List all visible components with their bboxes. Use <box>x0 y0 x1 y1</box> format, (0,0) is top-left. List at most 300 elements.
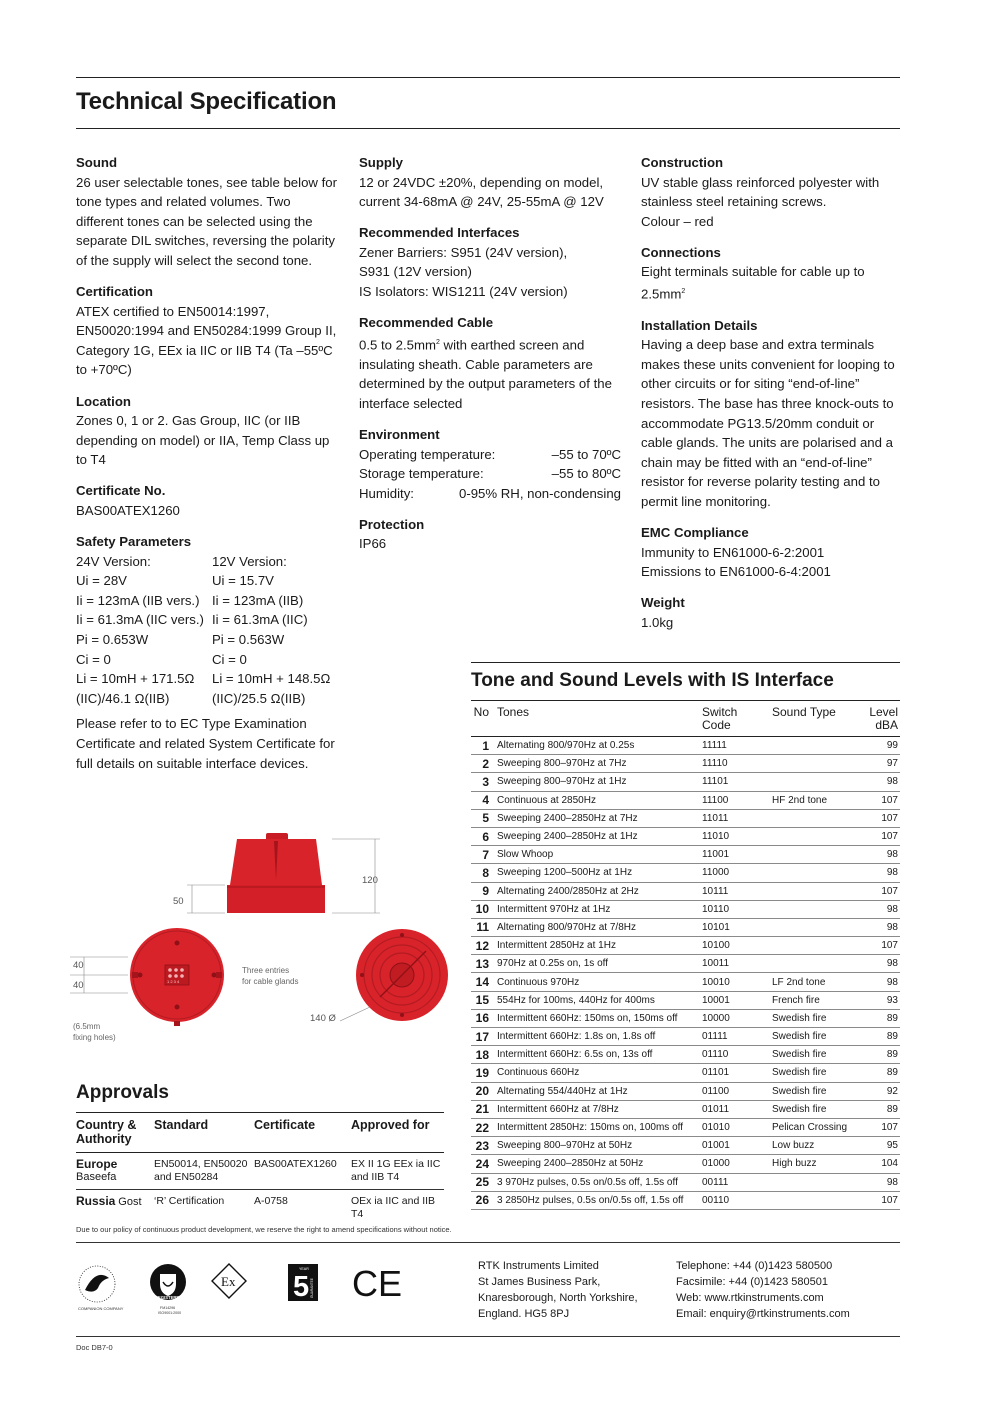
section-heading: Certificate No. <box>76 483 166 499</box>
sound-type <box>770 882 849 900</box>
terminal <box>174 968 178 972</box>
sound-type: Swedish fire <box>770 1100 849 1118</box>
base-view <box>70 928 298 1042</box>
sound-level: 107 <box>849 827 900 845</box>
installation-section <box>641 316 903 512</box>
website-link[interactable]: Web: www.rtkinstruments.com <box>676 1292 824 1304</box>
switch-code: 01100 <box>700 1082 770 1100</box>
warranty-year-text: YEAR <box>299 1267 309 1271</box>
connections-text: Eight terminals suitable for cable up to 2.5mm <box>641 264 865 302</box>
dim-line <box>340 1007 370 1021</box>
tone-row <box>471 900 900 918</box>
tone-description: Intermittent 970Hz at 1Hz <box>495 900 700 918</box>
sound-type <box>770 846 849 864</box>
switch-code: 10111 <box>700 882 770 900</box>
ce-mark <box>352 1263 402 1304</box>
tone-row <box>471 1137 900 1155</box>
bird-icon <box>85 1275 109 1292</box>
section-heading: Recommended Interfaces <box>359 225 520 241</box>
safety-param: Pi = 0.563W <box>212 632 285 648</box>
country-name: Europe <box>76 1157 118 1171</box>
tone-number: 6 <box>471 827 495 845</box>
fixing-label-line-2: fixing holes) <box>73 1033 116 1042</box>
dim-40-label-lower: 40 <box>73 980 84 991</box>
tone-row <box>471 1009 900 1027</box>
switch-code: 11011 <box>700 809 770 827</box>
sound-type: High buzz <box>770 1155 849 1173</box>
switch-code: 01101 <box>700 1064 770 1082</box>
section-heading: Environment <box>359 427 440 443</box>
tone-description: Sweeping 800–970Hz at 1Hz <box>495 773 700 791</box>
approvals-country-cell <box>76 1153 154 1190</box>
sound-level: 98 <box>849 846 900 864</box>
company-address <box>478 1258 638 1322</box>
tone-number: 20 <box>471 1082 495 1100</box>
safety-param: Pi = 0.653W <box>76 632 149 648</box>
sound-level: 89 <box>849 1046 900 1064</box>
tone-col-header: Switch Code <box>700 701 770 737</box>
disclaimer: Due to our policy of continuous product development, we reserve the right to amend specifications without notice. <box>76 1225 452 1234</box>
cable-section <box>359 313 621 413</box>
dim-50-label: 50 <box>173 896 184 907</box>
tone-description: Alternating 800/970Hz at 0.25s <box>495 737 700 755</box>
fixing-label-line-1: (6.5mm <box>73 1022 101 1031</box>
cable-text-end: with earthed screen and insulating sheath. Cable parameters are determined by the output parameters of the interface selected <box>359 337 612 411</box>
tone-number: 25 <box>471 1173 495 1191</box>
tone-description: Continuous 660Hz <box>495 1064 700 1082</box>
tone-number: 3 <box>471 773 495 791</box>
tone-description: Intermittent 2850Hz at 1Hz <box>495 937 700 955</box>
sound-level: 98 <box>849 1173 900 1191</box>
env-row <box>359 464 621 484</box>
fixing-hole <box>175 1005 180 1010</box>
safety-param: Ii = 61.3mA (IIC vers.) <box>76 612 204 628</box>
section-body: 1.0kg <box>641 614 674 630</box>
entries-label-line-2: for cable glands <box>242 977 299 986</box>
tone-description: Intermittent 660Hz at 7/8Hz <box>495 1100 700 1118</box>
terminal <box>168 968 172 972</box>
section-line: Colour – red <box>641 213 714 229</box>
section-body: BAS00ATEX1260 <box>76 503 180 518</box>
side-view <box>173 833 380 913</box>
env-label: Humidity: <box>359 485 414 501</box>
supply-section <box>359 153 621 212</box>
tone-table-title: Tone and Sound Levels with IS Interface <box>471 670 834 691</box>
top-screw <box>400 1013 404 1017</box>
approvals-certificate-cell: A-0758 <box>254 1195 288 1207</box>
sound-type: Swedish fire <box>770 1028 849 1046</box>
tone-row <box>471 991 900 1009</box>
sound-type: Swedish fire <box>770 1046 849 1064</box>
tone-number: 16 <box>471 1009 495 1027</box>
section-heading: Protection <box>359 516 425 532</box>
safety-param: 12V Version: <box>212 553 287 569</box>
tone-col-header: Sound Type <box>770 701 849 737</box>
approvals-standard-cell: EN50014, EN50020 and EN50284 <box>154 1153 254 1190</box>
env-row <box>359 484 621 504</box>
tone-row <box>471 1046 900 1064</box>
switch-code: 10010 <box>700 973 770 991</box>
address-line: England. HG5 8PJ <box>478 1308 570 1320</box>
sound-type: Low buzz <box>770 1137 849 1155</box>
sound-type <box>770 809 849 827</box>
tone-row <box>471 1028 900 1046</box>
sound-type: LF 2nd tone <box>770 973 849 991</box>
switch-code: 10110 <box>700 900 770 918</box>
sound-type <box>770 864 849 882</box>
tone-description: 3 2850Hz pulses, 0.5s on/0.5s off, 1.5s off <box>495 1191 700 1209</box>
tone-row <box>471 1191 900 1209</box>
authority-name: Gost <box>118 1196 142 1208</box>
approvals-col-header: Country & Authority <box>76 1113 154 1153</box>
warranty-logo <box>288 1264 318 1303</box>
sound-type: HF 2nd tone <box>770 791 849 809</box>
fixing-hole <box>212 973 217 978</box>
section-heading: EMC Compliance <box>641 524 749 540</box>
switch-code: 01011 <box>700 1100 770 1118</box>
spec-column-3 <box>641 153 903 644</box>
sound-type <box>770 918 849 936</box>
safety-note: Please refer to to EC Type Examination Certificate and related System Certificate for full details on suitable interface devices. <box>76 716 335 771</box>
section-body: Zones 0, 1 or 2. Gas Group, IIC (or IIB depending on model) or IIA, Temp Class up to T4 <box>76 413 330 468</box>
sound-level: 95 <box>849 1137 900 1155</box>
approvals-row <box>76 1153 444 1190</box>
approvals-col-header: Approved for <box>351 1113 444 1153</box>
sound-type <box>770 827 849 845</box>
safety-param: (IIC)/25.5 Ω(IIB) <box>212 690 306 706</box>
tone-description: Alternating 800/970Hz at 7/8Hz <box>495 918 700 936</box>
accreditation-logos <box>76 1260 416 1330</box>
page-title: Technical Specification <box>76 88 337 115</box>
construction-section <box>641 153 903 231</box>
tone-number: 17 <box>471 1028 495 1046</box>
switch-code: 10011 <box>700 955 770 973</box>
sound-type <box>770 955 849 973</box>
tone-row <box>471 918 900 936</box>
section-heading: Certification <box>76 284 153 300</box>
telephone: Telephone: +44 (0)1423 580500 <box>676 1260 833 1272</box>
superscript: 2 <box>681 288 686 296</box>
section-heading: Installation Details <box>641 317 758 333</box>
atex-logo <box>212 1264 246 1298</box>
tone-row <box>471 846 900 864</box>
companion-text: COMPANION COMPANY <box>78 1306 124 1311</box>
tone-row <box>471 1173 900 1191</box>
tone-row <box>471 773 900 791</box>
switch-code: 11000 <box>700 864 770 882</box>
safety-param: Ii = 123mA (IIB vers.) <box>76 592 200 608</box>
section-line: UV stable glass reinforced polyester with stainless steel retaining screws. <box>641 174 880 210</box>
tone-description: Continuous 970Hz <box>495 973 700 991</box>
sound-type <box>770 1173 849 1191</box>
tone-description: Slow Whoop <box>495 846 700 864</box>
section-body: Having a deep base and extra terminals makes these units convenient for looping to other circuits or for siting “end-of-line” resistors. The base has three knock-outs to accommodate PG13.5/20mm conduit or cable glands. The units are polarised and a chain may be fitted with an “end-of-line” resistor for reverse polarity testing and to permit line monitoring. <box>641 337 895 509</box>
tone-number: 13 <box>471 955 495 973</box>
switch-code: 11100 <box>700 791 770 809</box>
emc-section <box>641 523 903 582</box>
tone-number: 15 <box>471 991 495 1009</box>
tone-number: 7 <box>471 846 495 864</box>
ce-mark-icon: CE <box>352 1263 403 1304</box>
approvals-table <box>76 1112 444 1226</box>
sound-type <box>770 937 849 955</box>
safety-param: Ci = 0 <box>76 651 111 667</box>
section-line: Immunity to EN61000-6-2:2001 <box>641 544 825 560</box>
sound-level: 89 <box>849 1009 900 1027</box>
address-line: St James Business Park, <box>478 1276 601 1288</box>
top-rule <box>76 77 900 78</box>
switch-code: 01000 <box>700 1155 770 1173</box>
sound-level: 89 <box>849 1100 900 1118</box>
tone-row <box>471 1082 900 1100</box>
switch-code: 01110 <box>700 1046 770 1064</box>
approvals-col-header: Standard <box>154 1113 254 1153</box>
switch-code: 00110 <box>700 1191 770 1209</box>
approvals-approved-cell: OEx ia IIC and IIB T4 <box>351 1195 436 1220</box>
section-body: 26 user selectable tones, see table below for tone types and related volumes. Two different tones can be selected using the separate DIL switches, reversing the polarity of the supply will select the second tone. <box>76 174 337 268</box>
env-value: –55 to 80ºC <box>551 466 621 482</box>
top-screw <box>400 933 404 937</box>
cable-entry <box>216 972 222 978</box>
tone-row <box>471 973 900 991</box>
tone-number: 10 <box>471 900 495 918</box>
tone-row <box>471 827 900 845</box>
tone-number: 26 <box>471 1191 495 1209</box>
section-heading: Supply <box>359 155 403 170</box>
sound-level: 104 <box>849 1155 900 1173</box>
tone-number: 2 <box>471 755 495 773</box>
tone-number: 24 <box>471 1155 495 1173</box>
bsi-cert-line-2: ISO9001:2000 <box>158 1311 182 1315</box>
superscript: 2 <box>435 338 440 346</box>
footer-rule <box>76 1242 900 1243</box>
tone-description: 970Hz at 0.25s on, 1s off <box>495 955 700 973</box>
tone-row <box>471 809 900 827</box>
section-body <box>359 333 621 414</box>
sound-level: 98 <box>849 955 900 973</box>
approvals-col-header: Certificate <box>254 1113 351 1153</box>
entries-label-line-1: Three entries <box>242 966 290 975</box>
sound-type: French fire <box>770 991 849 1009</box>
tone-description: Sweeping 2400–2850Hz at 7Hz <box>495 809 700 827</box>
switch-code: 11111 <box>700 737 770 755</box>
sound-type <box>770 773 849 791</box>
tone-row <box>471 1064 900 1082</box>
safety-param: Ii = 61.3mA (IIC) <box>212 612 308 628</box>
env-row <box>359 445 621 465</box>
sound-type <box>770 737 849 755</box>
protection-section <box>359 515 621 554</box>
switch-code: 11110 <box>700 755 770 773</box>
tone-row <box>471 882 900 900</box>
tone-number: 1 <box>471 737 495 755</box>
approvals-header-row <box>76 1113 444 1153</box>
sound-level: 98 <box>849 900 900 918</box>
cable-text-start: 0.5 to 2.5mm <box>359 337 436 353</box>
warranty-guarantee-text: GUARANTEE <box>310 1278 314 1298</box>
sound-level: 107 <box>849 1118 900 1136</box>
spec-column-2 <box>359 153 621 566</box>
switch-code: 10000 <box>700 1009 770 1027</box>
email-link[interactable]: Email: enquiry@rtkinstruments.com <box>676 1308 850 1320</box>
sound-type: Swedish fire <box>770 1064 849 1082</box>
safety-param: Li = 10mH + 171.5Ω <box>76 671 195 687</box>
tone-description: Intermittent 2850Hz: 150ms on, 100ms off <box>495 1118 700 1136</box>
tone-number: 14 <box>471 973 495 991</box>
sound-level: 89 <box>849 1064 900 1082</box>
weight-section <box>641 593 903 632</box>
top-screw <box>360 973 364 977</box>
certification-section <box>76 282 338 380</box>
companion-logo <box>78 1266 124 1311</box>
tone-col-header: Tones <box>495 701 700 737</box>
safety-param: Ui = 15.7V <box>212 573 274 589</box>
switch-code: 10001 <box>700 991 770 1009</box>
sound-type <box>770 755 849 773</box>
tone-number: 18 <box>471 1046 495 1064</box>
safety-parameters-grid <box>76 552 338 709</box>
facsimile: Facsimile: +44 (0)1423 580501 <box>676 1276 828 1288</box>
tone-number: 11 <box>471 918 495 936</box>
tone-col-header: No <box>471 701 495 737</box>
switch-code: 01111 <box>700 1028 770 1046</box>
approvals-country-cell <box>76 1190 154 1227</box>
document-reference: Doc DB7-0 <box>76 1343 113 1352</box>
switch-code: 01010 <box>700 1118 770 1136</box>
tone-description: 3 970Hz pulses, 0.5s on/0.5s off, 1.5s off <box>495 1173 700 1191</box>
company-contact <box>676 1258 850 1322</box>
footer-bottom-rule <box>76 1336 900 1337</box>
tone-description: Sweeping 2400–2850Hz at 50Hz <box>495 1155 700 1173</box>
tone-number: 22 <box>471 1118 495 1136</box>
tone-number: 19 <box>471 1064 495 1082</box>
product-dimension-drawing <box>70 825 450 1050</box>
switch-code: 10101 <box>700 918 770 936</box>
terminal <box>168 974 172 978</box>
tone-description: Sweeping 1200–500Hz at 1Hz <box>495 864 700 882</box>
tone-number: 23 <box>471 1137 495 1155</box>
switch-code: 10100 <box>700 937 770 955</box>
sound-level: 107 <box>849 937 900 955</box>
sound-type: Swedish fire <box>770 1009 849 1027</box>
connections-section <box>641 243 903 304</box>
tone-col-header: Level dBA <box>849 701 900 737</box>
tone-description: 554Hz for 100ms, 440Hz for 400ms <box>495 991 700 1009</box>
warranty-number: 5 <box>293 1271 310 1303</box>
cable-entry <box>132 972 138 978</box>
safety-param: Ii = 123mA (IIB) <box>212 592 304 608</box>
sound-type: Swedish fire <box>770 1082 849 1100</box>
env-value: –55 to 70ºC <box>551 446 621 462</box>
sound-level: 92 <box>849 1082 900 1100</box>
location-section <box>76 392 338 470</box>
sound-type <box>770 900 849 918</box>
env-label: Operating temperature: <box>359 446 496 462</box>
address-line: Knaresborough, North Yorkshire, <box>478 1292 638 1304</box>
bsi-logo <box>150 1264 186 1315</box>
tone-row <box>471 955 900 973</box>
switch-code: 11101 <box>700 773 770 791</box>
safety-param: 24V Version: <box>76 553 151 569</box>
tone-number: 4 <box>471 791 495 809</box>
section-body: ATEX certified to EN50014:1997, EN50020:1994 and EN50284:1999 Group II, Category 1G, EEx ia IIC or IIB T4 (Ta –55ºC to +70ºC) <box>76 303 337 378</box>
tone-row <box>471 864 900 882</box>
tone-table-rule <box>471 662 900 663</box>
switch-code: 00111 <box>700 1173 770 1191</box>
sound-section <box>76 153 338 271</box>
section-body <box>641 262 903 304</box>
switch-code: 01001 <box>700 1137 770 1155</box>
sound-level: 107 <box>849 1191 900 1209</box>
title-rule <box>76 128 900 129</box>
sound-level: 98 <box>849 864 900 882</box>
sound-level: 107 <box>849 882 900 900</box>
section-line: IS Isolators: WIS1211 (24V version) <box>359 284 568 300</box>
switch-code: 11010 <box>700 827 770 845</box>
tone-description: Sweeping 800–970Hz at 7Hz <box>495 755 700 773</box>
tone-description: Sweeping 2400–2850Hz at 1Hz <box>495 827 700 845</box>
sound-level: 97 <box>849 755 900 773</box>
safety-param: Li = 10mH + 148.5Ω <box>212 671 331 687</box>
switch-code: 11001 <box>700 846 770 864</box>
dim-140-label: 140 Ø <box>310 1013 336 1024</box>
tone-number: 5 <box>471 809 495 827</box>
section-heading: Safety Parameters <box>76 534 192 550</box>
authority-name: Baseefa <box>76 1171 117 1183</box>
fixing-hole <box>138 973 143 978</box>
approvals-row <box>76 1190 444 1227</box>
section-body: IP66 <box>359 536 387 552</box>
tone-row <box>471 791 900 809</box>
tone-row <box>471 755 900 773</box>
sound-level: 98 <box>849 773 900 791</box>
section-heading: Connections <box>641 244 721 260</box>
approvals-standard-cell: ‘R’ Certification <box>154 1195 225 1207</box>
safety-parameters-section <box>76 532 338 773</box>
sound-level: 98 <box>849 918 900 936</box>
tone-header-row <box>471 701 900 737</box>
fixing-hole <box>175 941 180 946</box>
sound-level: 107 <box>849 791 900 809</box>
approvals-title: Approvals <box>76 1082 169 1103</box>
dim-120-label: 120 <box>362 875 378 886</box>
tone-number: 9 <box>471 882 495 900</box>
section-heading: Weight <box>641 595 685 611</box>
environment-section <box>359 425 621 503</box>
env-label: Storage temperature: <box>359 466 484 482</box>
tone-number: 8 <box>471 864 495 882</box>
sounder-base <box>227 885 325 913</box>
dim-40-label-upper: 40 <box>73 960 84 971</box>
terminal <box>174 974 178 978</box>
section-heading: Location <box>76 393 131 409</box>
certificate-no-section <box>76 481 338 520</box>
approvals-approved-cell: EX II 1G EEx ia IIC and IIB T4 <box>351 1153 444 1190</box>
section-body: 12 or 24VDC ±20%, depending on model, current 34-68mA @ 24V, 25-55mA @ 12V <box>359 174 604 210</box>
sound-level: 98 <box>849 973 900 991</box>
section-line: Zener Barriers: S951 (24V version), <box>359 244 568 260</box>
sound-type: Pelican Crossing <box>770 1118 849 1136</box>
top-view <box>310 929 448 1024</box>
tone-description: Intermittent 660Hz: 1.8s on, 1.8s off <box>495 1028 700 1046</box>
tone-number: 21 <box>471 1100 495 1118</box>
safety-param: Ci = 0 <box>212 651 247 667</box>
section-line: Emissions to EN61000-6-4:2001 <box>641 564 831 580</box>
safety-param: (IIC)/46.1 Ω(IIB) <box>76 690 170 706</box>
bsi-registered-text: REGISTERED <box>155 1295 183 1300</box>
safety-param: Ui = 28V <box>76 573 127 589</box>
ex-text: Ex <box>221 1274 236 1289</box>
